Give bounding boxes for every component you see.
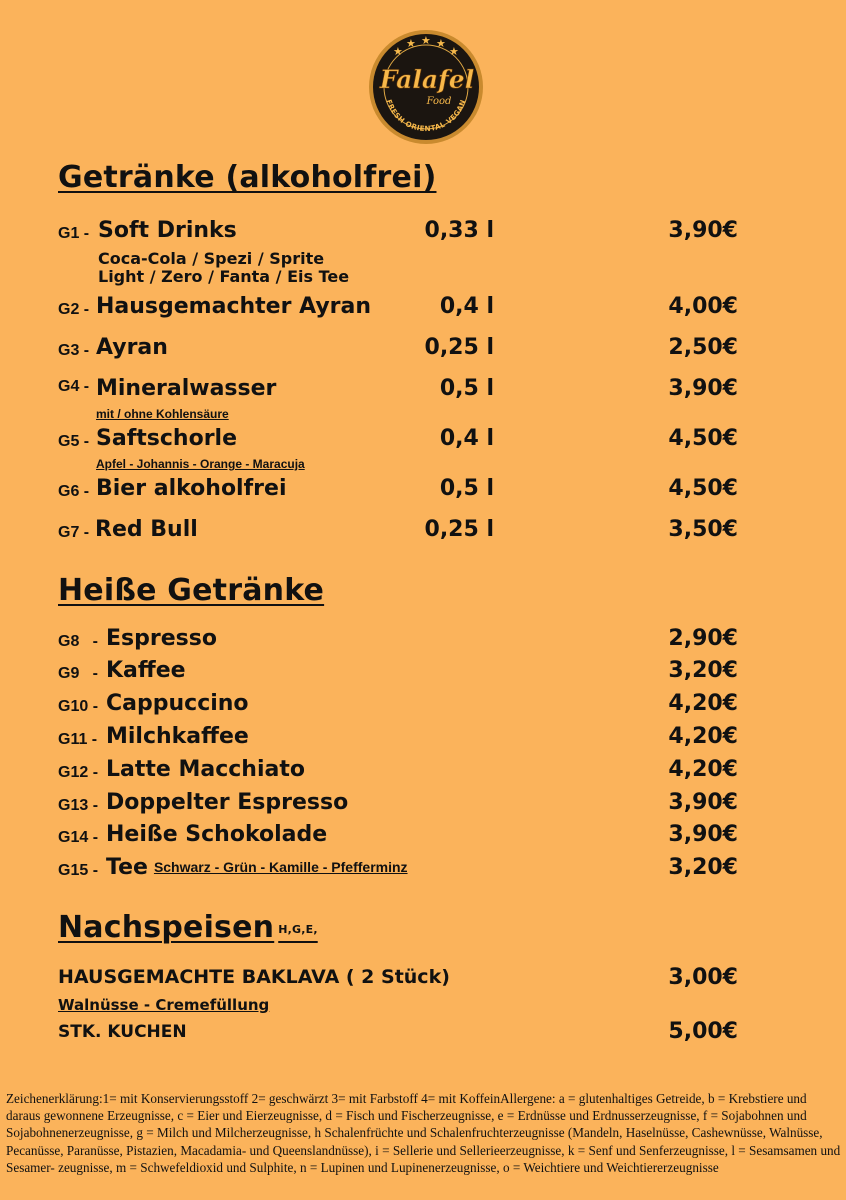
item-code: G11 - [58,731,98,748]
item-name: Ayran [96,335,168,360]
svg-text:Food: Food [426,96,452,107]
menu-item-g3 [0,335,846,365]
svg-text:★: ★ [393,46,403,58]
svg-text:★: ★ [406,38,416,50]
dessert-baklava-name: HAUSGEMACHTE BAKLAVA ( 2 Stück) [58,966,450,988]
item-price: 3,90€ [668,376,738,401]
soft-drinks-line-1: Coca-Cola / Spezi / Sprite [98,249,325,268]
soft-drinks-line-2: Light / Zero / Fanta / Eis Tee [98,267,350,286]
menu-item-g14 [0,822,846,852]
item-code: G4 - [58,378,90,395]
dessert-kuchen-name: STK. KUCHEN [58,1022,187,1042]
item-volume: 0,25 l [424,517,494,542]
item-volume: 0,5 l [439,476,494,501]
item-price: 4,50€ [668,476,738,501]
desserts-allergen-codes: H,G,E, [278,923,318,936]
item-price: 3,20€ [668,658,738,683]
dessert-kuchen-price: 5,00€ [668,1019,738,1044]
item-code: G14 - [58,829,99,846]
item-name: Bier alkoholfrei [96,476,287,501]
svg-text:★: ★ [436,38,446,50]
item-name: Hausgemachter Ayran [96,294,372,319]
allergen-legend: Zeichenerklärung:1= mit Konservierungsstoff 2= geschwärzt 3= mit Farbstoff 4= mit KoffeinAllergene: a = glutenhaltiges Getreide, b = Krebstiere und daraus gewonnene Erzeugnisse, c = Eier und Eierzeugnisse, d = Fisch und Fischerzeugnisse, e = Erdnüsse und Erdnusserzeugnisse, f = Sojabohnen und Sojabohnenerzeugnisse, g = Milch und Milcherzeugnisse, h Schalenfrüchte und Schalenfruchterzeugnisse (Mandeln, Haselnüsse, Cashewnüsse, Walnüsse, Pecanüsse, Paranüsse, Pistazien, Macadamia- und Queenslandnüsse), i = Sellerie und Sellerieerzeugnisse, k = Senf und Senferzeugnisse, l = Sesamsamen und Sesamer- zeugnisse, m = Schwefeldioxid und Sulphite, n = Lupinen und Lupinenerzeugnisse, o = Weichtiere und Weichtiererzeugnisse [6,1091,841,1175]
item-price: 4,00€ [668,294,738,319]
item-code: G13 - [58,797,99,814]
item-volume: 0,4 l [439,426,494,451]
menu-item-g4 [0,376,846,406]
section-title-desserts [58,910,318,945]
item-name: Tee [106,855,148,880]
item-price: 4,50€ [668,426,738,451]
item-name: Doppelter Espresso [106,790,349,815]
item-name: Red Bull [95,517,198,542]
item-code: G1 - [58,225,90,242]
item-code: G9 - [58,665,99,682]
menu-item-g11 [0,724,846,754]
item-code: G10 - [58,698,99,715]
item-price: 4,20€ [668,757,738,782]
item-volume: 0,4 l [439,294,494,319]
item-name: Cappuccino [106,691,249,716]
soft-drinks-description [98,250,349,286]
item-volume: 0,33 l [424,218,494,243]
tee-varieties-note: Schwarz - Grün - Kamille - Pfefferminz [153,859,408,875]
menu-item-g5 [0,426,846,456]
item-name: Soft Drinks [98,218,237,243]
menu-item-g7 [0,517,846,547]
item-name: Heiße Schokolade [106,822,328,847]
menu-item-g2 [0,294,846,324]
item-code: G6 - [58,483,90,500]
item-price: 3,90€ [668,790,738,815]
item-code: G7 - [58,524,90,541]
item-name: Saftschorle [96,426,238,451]
svg-text:FRESH ORIENTAL VEGAN: FRESH ORIENTAL VEGAN [384,98,468,134]
item-code: G12 - [58,764,99,781]
menu-item-g13 [0,790,846,820]
svg-text:★: ★ [449,46,459,58]
item-code: G5 - [58,433,90,450]
item-code: G8 - [58,633,99,650]
item-code: G2 - [58,301,90,318]
section-title-cold-drinks: Getränke (alkoholfrei) [58,160,437,195]
item-price: 4,20€ [668,724,738,749]
menu-item-g12 [0,757,846,787]
menu-item-g6 [0,476,846,506]
item-price: 2,90€ [668,626,738,651]
section-title-hot-drinks: Heiße Getränke [58,573,325,608]
item-price: 2,50€ [668,335,738,360]
dessert-baklava-sub: Walnüsse - Cremefüllung [58,996,270,1014]
svg-text:Falafel: Falafel [379,65,475,94]
item-volume: 0,5 l [439,376,494,401]
item-name: Mineralwasser [96,376,277,401]
saftschorle-note: Apfel - Johannis - Orange - Maracuja [96,457,305,471]
item-price: 4,20€ [668,691,738,716]
item-name: Kaffee [106,658,186,683]
logo-badge-icon [367,28,485,146]
item-price: 3,20€ [668,855,738,880]
item-volume: 0,25 l [424,335,494,360]
item-price: 3,90€ [668,822,738,847]
menu-item-g10 [0,691,846,721]
item-price: 3,90€ [668,218,738,243]
item-code: G15 - [58,862,99,879]
item-name: Milchkaffee [106,724,249,749]
menu-item-g15 [0,855,846,885]
item-name: Espresso [106,626,217,651]
menu-item-g8 [0,626,846,656]
item-price: 3,50€ [668,517,738,542]
menu-item-g9 [0,658,846,688]
dessert-baklava-price: 3,00€ [668,965,738,990]
svg-text:★: ★ [421,35,431,47]
item-code: G3 - [58,342,90,359]
menu-item-g1 [0,218,846,248]
falafel-food-logo [367,28,485,146]
item-name-with-note [106,855,408,880]
item-name: Latte Macchiato [106,757,305,782]
desserts-title-text: Nachspeisen [58,910,275,945]
mineralwasser-note: mit / ohne Kohlensäure [96,407,229,421]
